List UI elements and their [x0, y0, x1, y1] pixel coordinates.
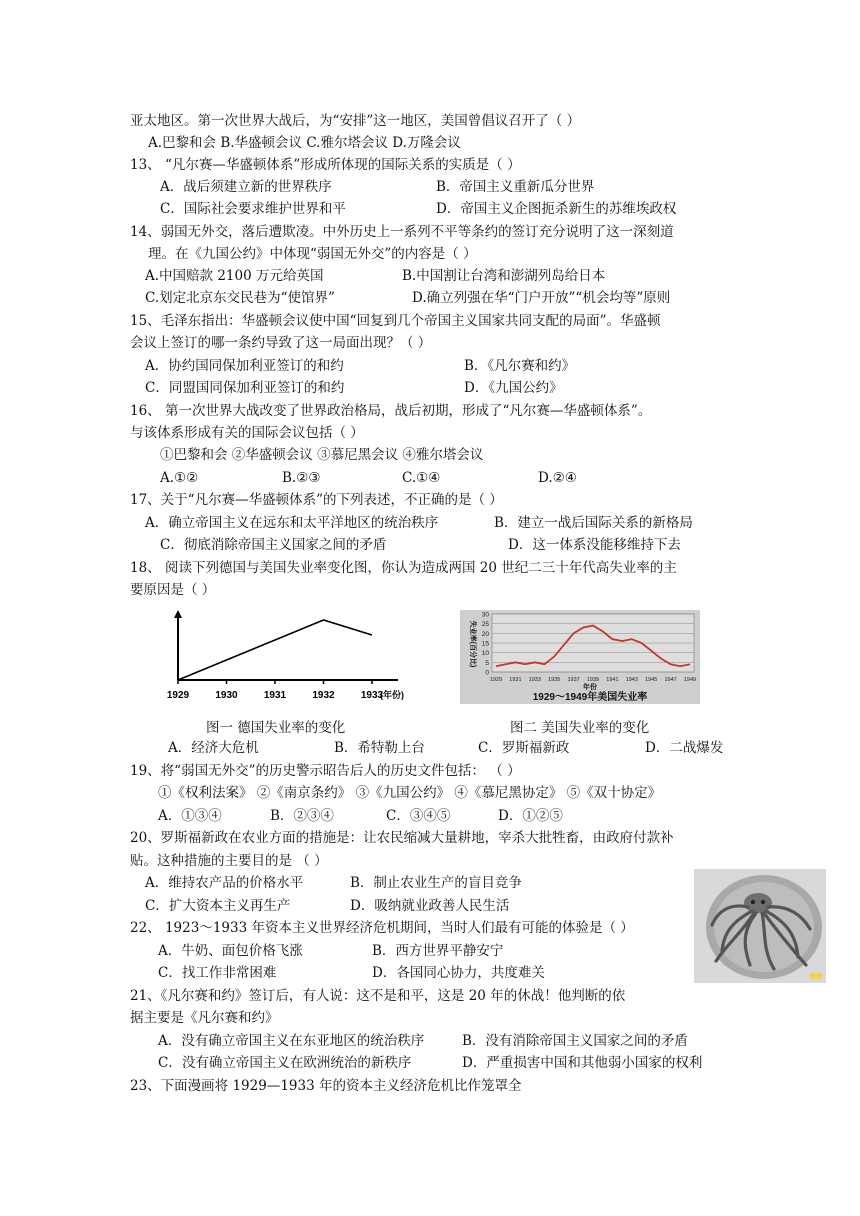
x-axis-label: 年份 [583, 684, 597, 691]
q15-stem-2: 会议上签订的哪一条约导致了这一局面出现？（ ） [130, 335, 432, 351]
q18-stem-1: 18、 阅读下列德国与美国失业率变化图，你认为造成两国 20 世纪二三十年代高失业率的主 [130, 560, 677, 576]
x-tick-label-1930: 1930 [215, 690, 238, 701]
q17-option-d: D．这一体系没能移维持下去 [508, 537, 681, 553]
germany-series-line [178, 620, 372, 680]
q22-stem: 22、 1923～1933 年资本主义世界经济危机期间，当时人们最有可能的体验是（ ） [130, 920, 634, 936]
q21-option-b: B．没有消除帝国主义国家之间的矛盾 [462, 1033, 688, 1049]
y-axis-label: 失业率(百分比) [469, 620, 476, 668]
q12-tail: 亚太地区。第一次世界大战后，为“安排”这一地区，美国曾倡议召开了（ ） [130, 113, 581, 129]
figure-2-caption: 图二 美国失业率的变化 [510, 720, 650, 736]
y-tick-label-25: 25 [481, 621, 489, 629]
x-tick-label-1939: 1939 [586, 677, 600, 683]
x-tick-label-1937: 1937 [567, 677, 580, 683]
q14-stem-2: 理。在《九国公约》中体现“弱国无外交”的内容是（ ） [148, 246, 477, 262]
x-tick-label-1935: 1935 [548, 677, 561, 683]
q22-option-c: C．找工作非常困难 [158, 965, 277, 981]
y-tick-label-15: 15 [481, 640, 489, 648]
q19-option-b: B．②③④ [270, 808, 334, 824]
q17-option-c: C．彻底消除帝国主义国家之间的矛盾 [160, 537, 387, 553]
q17-option-a: A．确立帝国主义在远东和太平洋地区的统治秩序 [145, 515, 439, 531]
x-tick-label-1947: 1947 [664, 677, 677, 683]
x-tick-label-1929: 1929 [166, 690, 190, 701]
q21-stem-2: 据主要是《凡尔赛和约》 [130, 1010, 279, 1026]
q21-option-a: A．没有确立帝国主义在东亚地区的统治秩序 [158, 1033, 425, 1049]
q18-stem-2: 要原因是（ ） [130, 582, 216, 598]
figure-1-caption: 图一 德国失业率的变化 [206, 720, 346, 736]
x-tick-label-1933: 1933 [360, 690, 384, 701]
q20-stem-2: 贴。这种措施的主要目的是 （ ） [130, 853, 328, 869]
q13-option-b: B．帝国主义重新瓜分世界 [436, 179, 595, 195]
q16-option-c: C.①④ [402, 470, 441, 486]
q18-option-d: D．二战爆发 [645, 740, 724, 756]
q15-stem-1: 15、毛泽东指出：华盛顿会议使中国“回复到几个帝国主义国家共同支配的局面”。华盛顿 [130, 313, 661, 329]
y-tick-label-30: 30 [481, 611, 489, 619]
octopus-globe-cartoon-icon [694, 869, 826, 983]
q15-option-c: C．同盟国同保加利亚签订的和约 [145, 380, 345, 396]
q22-option-a: A．牛奶、面包价格飞涨 [158, 943, 303, 959]
q14-option-a: A.中国赔款 2100 万元给英国 [145, 268, 324, 284]
q19-stem: 19、将“弱国无外交”的历史警示昭告后人的历史文件包括： （ ） [130, 763, 521, 779]
q19-items: ①《权利法案》 ②《南京条约》 ③《九国公约》 ④《慕尼黑协定》 ⑤《双十协定》 [158, 785, 662, 801]
q12-options: A.巴黎和会 B.华盛顿会议 C.雅尔塔会议 D.万隆会议 [148, 135, 461, 151]
q16-stem-2: 与该体系形成有关的国际会议包括（ ） [130, 425, 364, 441]
q17-option-b: B．建立一战后国际关系的新格局 [494, 515, 693, 531]
q15-option-a: A．协约国同保加利亚签订的和约 [145, 358, 344, 374]
q13-stem: 13、 “凡尔赛—华盛顿体系”形成所体现的国际关系的实质是（ ） [130, 157, 521, 173]
q20-stem-1: 20、罗斯福新政在农业方面的措施是：让农民缩减大量耕地，宰杀大批牲畜，由政府付款补 [130, 830, 674, 846]
x-tick-label-1943: 1943 [625, 677, 638, 683]
q20-option-a: A．维持农产品的价格水平 [145, 875, 304, 891]
q14-option-b: B.中国割让台湾和澎湖列岛给日本 [402, 268, 606, 284]
q21-option-c: C．没有确立帝国主义在欧洲统治的新秩序 [158, 1055, 412, 1071]
y-tick-label-20: 20 [481, 630, 489, 638]
y-tick-label-0: 0 [485, 669, 489, 677]
x-tick-label-1929: 1929 [489, 677, 503, 683]
q16-option-d: D.②④ [538, 470, 577, 486]
q16-stem-1: 16、 第一次世界大战改变了世界政治格局，战后初期，形成了“凡尔赛—华盛顿体系”。 [130, 403, 652, 419]
germany-unemployment-chart [158, 610, 412, 704]
q14-option-d: D.确立列强在华“门户开放”“机会均等”原则 [412, 290, 671, 306]
q22-option-b: B．西方世界平静安宁 [372, 943, 504, 959]
q15-option-d: D．《九国公约》 [464, 380, 563, 396]
q15-option-b: B．《凡尔赛和约》 [464, 358, 576, 374]
q13-option-c: C．国际社会要求维护世界和平 [160, 201, 346, 217]
q14-stem-1: 14、弱国无外交，落后遭欺凌。中外历史上一系列不平等条约的签订充分说明了这一深刻道 [130, 224, 674, 240]
q20-option-c: C．扩大资本主义再生产 [145, 898, 291, 914]
q14-option-c: C.划定北京东交民巷为“使馆界” [145, 290, 335, 306]
x-tick-label-1931: 1931 [509, 677, 522, 683]
q20-option-b: B．制止农业生产的盲目竞争 [350, 875, 522, 891]
x-axis-label: (年份) [380, 690, 404, 700]
x-tick-label-1949: 1949 [683, 677, 697, 683]
q17-stem: 17、关于“凡尔赛—华盛顿体系”的下列表述，不正确的是（ ） [130, 492, 503, 508]
q18-option-a: A．经济大危机 [168, 740, 259, 756]
q16-items: ①巴黎和会 ②华盛顿会议 ③慕尼黑会议 ④雅尔塔会议 [160, 447, 484, 463]
q22-option-d: D．各国同心协力，共度难关 [372, 965, 545, 981]
q19-option-d: D．①②⑤ [498, 808, 563, 824]
chart-title: 1929～1949年美国失业率 [532, 692, 648, 703]
q20-option-d: D．吸纳就业政善人民生活 [350, 898, 510, 914]
x-tick-label-1932: 1932 [312, 690, 335, 701]
q19-option-c: C．③④⑤ [386, 808, 451, 824]
q13-option-d: D．帝国主义企图扼杀新生的苏维埃政权 [436, 201, 677, 217]
x-tick-label-1945: 1945 [645, 677, 658, 683]
q16-option-b: B.②③ [282, 470, 321, 486]
x-tick-label-1941: 1941 [606, 677, 619, 683]
q21-option-d: D．严重损害中国和其他弱小国家的权利 [462, 1055, 703, 1071]
q18-option-c: C．罗斯福新政 [478, 740, 570, 756]
us-unemployment-chart [460, 610, 700, 704]
x-tick-label-1931: 1931 [263, 690, 287, 701]
x-tick-label-1933: 1933 [528, 677, 541, 683]
q19-option-a: A．①③④ [158, 808, 222, 824]
q21-stem-1: 21、《凡尔赛和约》签订后，有人说：这不是和平，这是 20 年的休战！他判断的依 [130, 988, 626, 1004]
q23-stem: 23、下面漫画将 1929—1933 年的资本主义经济危机比作笼罩全 [130, 1078, 522, 1094]
y-axis-arrow [174, 610, 182, 618]
q18-option-b: B．希特勒上台 [334, 740, 425, 756]
y-tick-label-5: 5 [485, 659, 489, 667]
q16-option-a: A.①② [160, 470, 199, 486]
y-tick-label-10: 10 [481, 650, 489, 658]
q13-option-a: A．战后须建立新的世界秩序 [160, 179, 332, 195]
